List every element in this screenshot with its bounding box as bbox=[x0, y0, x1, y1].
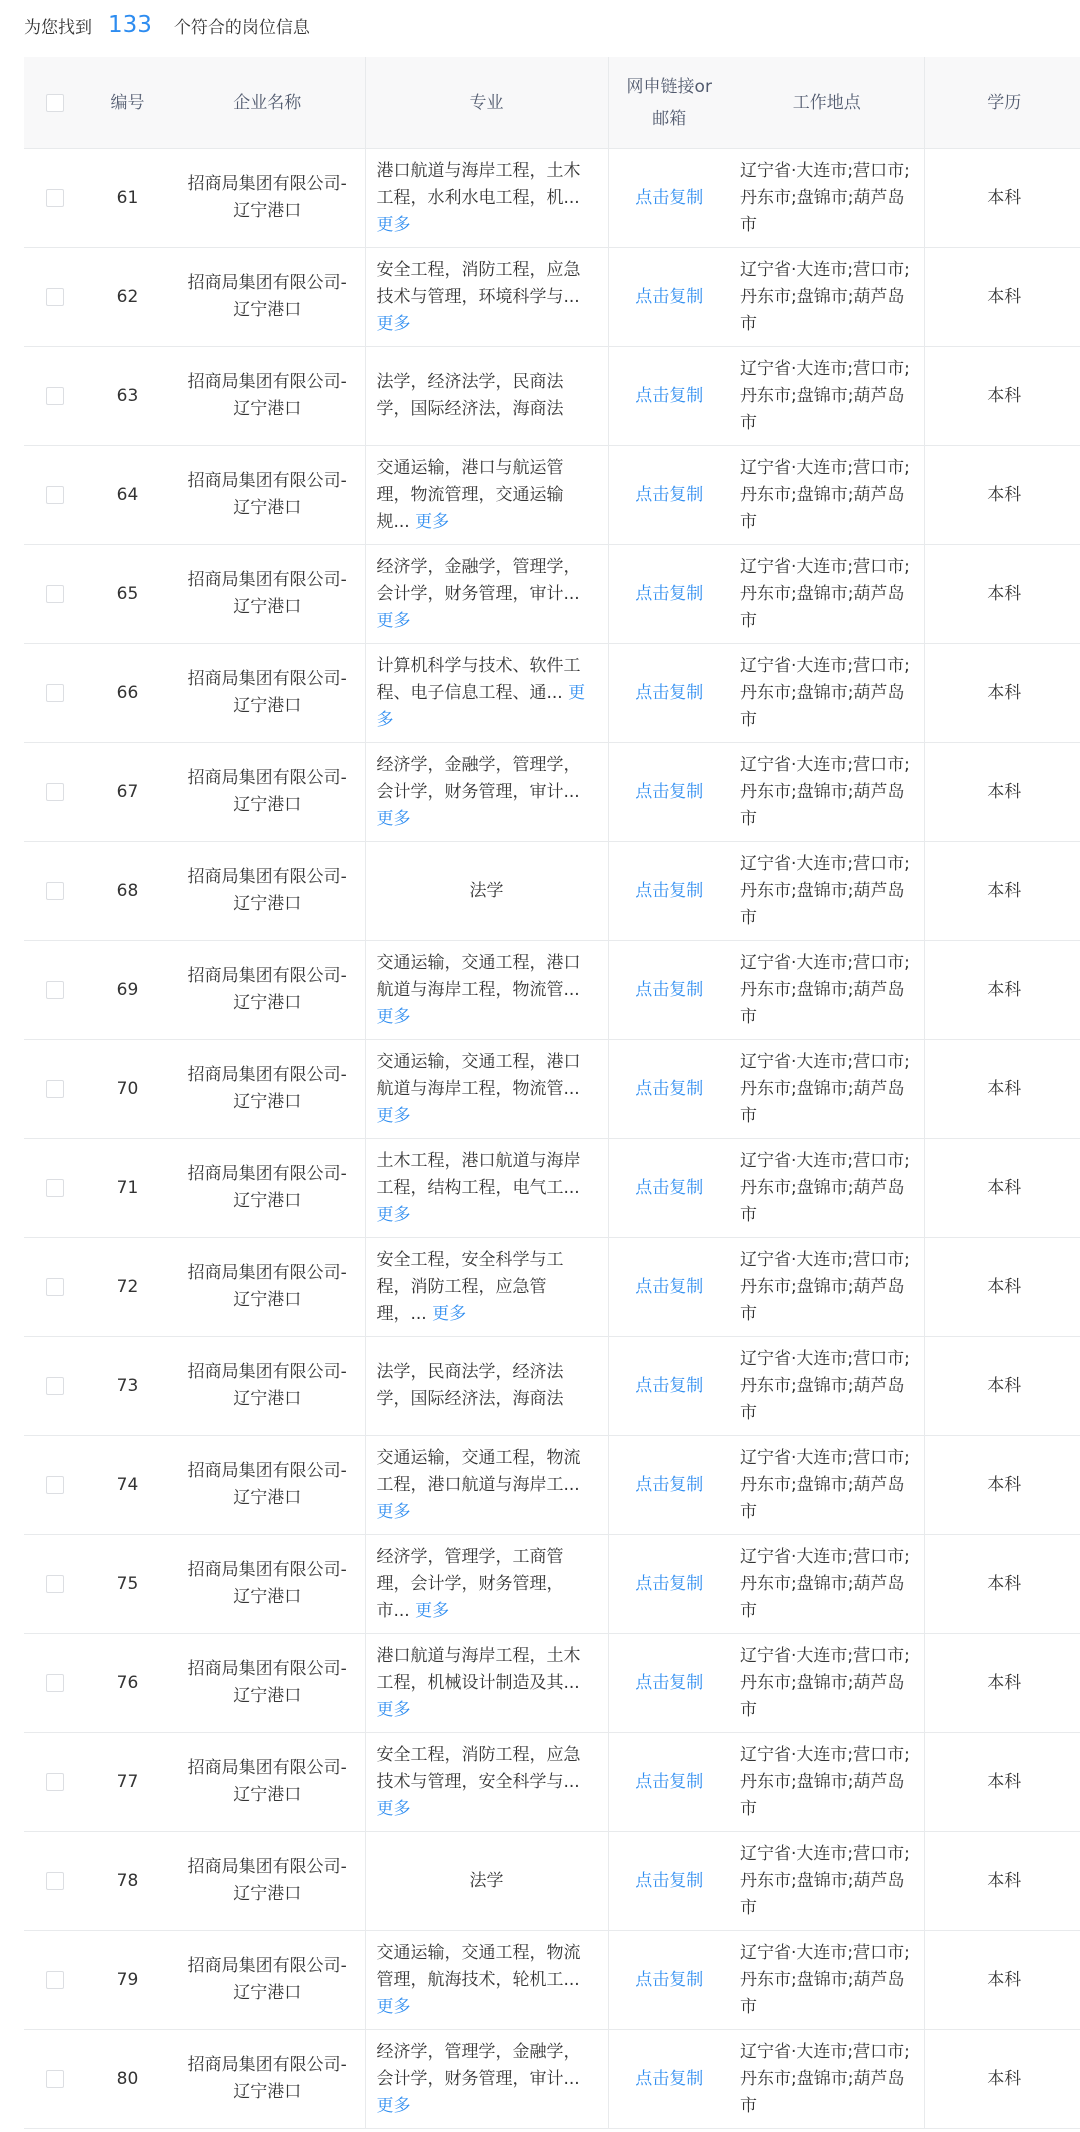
row-link-cell bbox=[608, 2030, 730, 2129]
row-select-cell[interactable] bbox=[24, 1832, 85, 1931]
row-corp: 招商局集团有限公司-辽宁港口 bbox=[170, 1832, 365, 1931]
row-loc: 辽宁省·大连市;营口市;丹东市;盘锦市;葫芦岛市 bbox=[740, 1348, 910, 1423]
table-row[interactable] bbox=[24, 1634, 1080, 1733]
row-num: 75 bbox=[85, 1535, 170, 1634]
row-loc: 辽宁省·大连市;营口市;丹东市;盘锦市;葫芦岛市 bbox=[740, 655, 910, 730]
row-corp: 招商局集团有限公司-辽宁港口 bbox=[170, 1040, 365, 1139]
row-checkbox[interactable] bbox=[46, 684, 64, 702]
header-link bbox=[608, 57, 730, 149]
row-major-cell bbox=[365, 248, 608, 347]
row-loc: 辽宁省·大连市;营口市;丹东市;盘锦市;葫芦岛市 bbox=[740, 1843, 910, 1918]
row-corp: 招商局集团有限公司-辽宁港口 bbox=[170, 1634, 365, 1733]
row-select-cell[interactable] bbox=[24, 2030, 85, 2129]
row-num: 68 bbox=[85, 842, 170, 941]
header-loc: 工作地点 bbox=[730, 57, 924, 149]
more-link[interactable]: 更多 bbox=[376, 610, 411, 631]
row-corp: 招商局集团有限公司-辽宁港口 bbox=[170, 1436, 365, 1535]
row-major-cell bbox=[365, 1139, 608, 1238]
row-major-cell bbox=[365, 149, 608, 248]
row-select-cell[interactable] bbox=[24, 1535, 85, 1634]
row-major-wrap bbox=[377, 752, 597, 833]
row-major-wrap bbox=[377, 1247, 597, 1328]
row-select-cell[interactable] bbox=[24, 1238, 85, 1337]
row-loc-cell bbox=[730, 1634, 924, 1733]
row-edu: 本科 bbox=[924, 842, 1080, 941]
jobs-table-container[interactable] bbox=[24, 57, 1080, 2132]
row-major: 安全工程，消防工程，应急技术与管理，安全科学与... bbox=[376, 1744, 581, 1792]
row-loc: 辽宁省·大连市;营口市;丹东市;盘锦市;葫芦岛市 bbox=[740, 853, 910, 928]
copy-link-button[interactable]: 点击复制 bbox=[635, 1573, 704, 1594]
more-link[interactable]: 更多 bbox=[376, 1996, 411, 2017]
row-loc: 辽宁省·大连市;营口市;丹东市;盘锦市;葫芦岛市 bbox=[740, 358, 910, 433]
row-checkbox[interactable] bbox=[46, 1179, 64, 1197]
row-corp: 招商局集团有限公司-辽宁港口 bbox=[170, 1931, 365, 2030]
row-select-cell[interactable] bbox=[24, 941, 85, 1040]
row-loc-cell bbox=[730, 1931, 924, 2030]
copy-link-button[interactable]: 点击复制 bbox=[635, 484, 704, 505]
row-link-cell bbox=[608, 1139, 730, 1238]
row-num: 76 bbox=[85, 1634, 170, 1733]
row-major-cell bbox=[365, 1337, 608, 1436]
row-link-cell bbox=[608, 1238, 730, 1337]
copy-link-button[interactable]: 点击复制 bbox=[635, 187, 704, 208]
row-checkbox[interactable] bbox=[46, 189, 64, 207]
results-summary bbox=[0, 0, 1080, 50]
header-select-all[interactable] bbox=[24, 57, 85, 149]
row-major-cell bbox=[365, 2030, 608, 2129]
row-major-wrap bbox=[377, 158, 597, 239]
row-select-cell[interactable] bbox=[24, 644, 85, 743]
row-num: 71 bbox=[85, 1139, 170, 1238]
row-major-cell bbox=[365, 1238, 608, 1337]
row-link-cell bbox=[608, 644, 730, 743]
table-header-row bbox=[24, 57, 1080, 149]
row-loc: 辽宁省·大连市;营口市;丹东市;盘锦市;葫芦岛市 bbox=[740, 556, 910, 631]
row-major-cell bbox=[365, 941, 608, 1040]
row-link-cell bbox=[608, 941, 730, 1040]
row-select-cell[interactable] bbox=[24, 1931, 85, 2030]
table-row[interactable] bbox=[24, 149, 1080, 248]
row-major: 土木工程，港口航道与海岸工程，结构工程，电气工... bbox=[376, 1150, 581, 1198]
row-major-wrap bbox=[377, 1643, 597, 1724]
row-corp: 招商局集团有限公司-辽宁港口 bbox=[170, 1337, 365, 1436]
row-loc: 辽宁省·大连市;营口市;丹东市;盘锦市;葫芦岛市 bbox=[740, 2041, 910, 2116]
row-select-cell[interactable] bbox=[24, 842, 85, 941]
row-corp: 招商局集团有限公司-辽宁港口 bbox=[170, 743, 365, 842]
row-major: 港口航道与海岸工程，土木工程，机械设计制造及其... bbox=[376, 1645, 581, 1693]
results-count: 133 bbox=[108, 12, 152, 38]
more-link[interactable]: 更多 bbox=[376, 2095, 411, 2116]
row-num: 79 bbox=[85, 1931, 170, 2030]
row-major-wrap bbox=[377, 950, 597, 1031]
row-checkbox[interactable] bbox=[46, 1377, 64, 1395]
copy-link-button[interactable]: 点击复制 bbox=[635, 2068, 704, 2089]
row-corp: 招商局集团有限公司-辽宁港口 bbox=[170, 941, 365, 1040]
more-link[interactable]: 更多 bbox=[415, 511, 450, 532]
row-major: 经济学，管理学，金融学，会计学，财务管理，审计... bbox=[376, 2041, 581, 2089]
table-row[interactable] bbox=[24, 545, 1080, 644]
row-link-cell bbox=[608, 248, 730, 347]
row-checkbox[interactable] bbox=[46, 1773, 64, 1791]
row-corp: 招商局集团有限公司-辽宁港口 bbox=[170, 1238, 365, 1337]
row-major: 法学 bbox=[469, 1870, 504, 1891]
copy-link-button[interactable]: 点击复制 bbox=[635, 286, 704, 307]
table-row[interactable] bbox=[24, 1436, 1080, 1535]
more-link[interactable]: 更多 bbox=[432, 1303, 467, 1324]
row-num: 70 bbox=[85, 1040, 170, 1139]
more-link[interactable]: 更多 bbox=[376, 1204, 411, 1225]
row-corp: 招商局集团有限公司-辽宁港口 bbox=[170, 1733, 365, 1832]
row-edu: 本科 bbox=[924, 1337, 1080, 1436]
row-major-cell bbox=[365, 743, 608, 842]
row-major-cell bbox=[365, 347, 608, 446]
copy-link-button[interactable]: 点击复制 bbox=[635, 1969, 704, 1990]
row-select-cell[interactable] bbox=[24, 1634, 85, 1733]
row-edu: 本科 bbox=[924, 941, 1080, 1040]
row-select-cell[interactable] bbox=[24, 1337, 85, 1436]
row-num: 74 bbox=[85, 1436, 170, 1535]
row-loc-cell bbox=[730, 644, 924, 743]
copy-link-button[interactable]: 点击复制 bbox=[635, 1870, 704, 1891]
row-corp: 招商局集团有限公司-辽宁港口 bbox=[170, 347, 365, 446]
row-corp: 招商局集团有限公司-辽宁港口 bbox=[170, 248, 365, 347]
row-major-cell bbox=[365, 1733, 608, 1832]
row-major: 计算机科学与技术、软件工程、电子信息工程、通... bbox=[376, 655, 581, 703]
row-num: 64 bbox=[85, 446, 170, 545]
row-checkbox[interactable] bbox=[46, 1674, 64, 1692]
row-major: 法学 bbox=[469, 880, 504, 901]
header-edu: 学历 bbox=[924, 57, 1080, 149]
row-major: 安全工程，消防工程，应急技术与管理，环境科学与... bbox=[376, 259, 581, 307]
row-edu: 本科 bbox=[924, 149, 1080, 248]
copy-link-button[interactable]: 点击复制 bbox=[635, 682, 704, 703]
copy-link-button[interactable]: 点击复制 bbox=[635, 1771, 704, 1792]
more-link[interactable]: 更多 bbox=[376, 214, 411, 235]
row-major: 交通运输，港口与航运管理，物流管理，交通运输规... bbox=[376, 457, 564, 532]
row-select-cell[interactable] bbox=[24, 1139, 85, 1238]
row-loc: 辽宁省·大连市;营口市;丹东市;盘锦市;葫芦岛市 bbox=[740, 1645, 910, 1720]
row-corp: 招商局集团有限公司-辽宁港口 bbox=[170, 644, 365, 743]
row-link-cell bbox=[608, 446, 730, 545]
row-major-wrap bbox=[470, 1868, 504, 1895]
row-select-cell[interactable] bbox=[24, 149, 85, 248]
row-link-cell bbox=[608, 1337, 730, 1436]
row-edu: 本科 bbox=[924, 644, 1080, 743]
row-edu: 本科 bbox=[924, 1634, 1080, 1733]
copy-link-button[interactable]: 点击复制 bbox=[635, 1276, 704, 1297]
row-loc-cell bbox=[730, 1436, 924, 1535]
row-loc-cell bbox=[730, 545, 924, 644]
row-loc-cell bbox=[730, 2030, 924, 2129]
row-major-cell bbox=[365, 446, 608, 545]
row-major: 经济学，金融学，管理学，会计学，财务管理，审计... bbox=[376, 754, 581, 802]
row-loc: 辽宁省·大连市;营口市;丹东市;盘锦市;葫芦岛市 bbox=[740, 1546, 910, 1621]
row-major-cell bbox=[365, 1634, 608, 1733]
table-row[interactable] bbox=[24, 743, 1080, 842]
row-link-cell bbox=[608, 1931, 730, 2030]
row-loc: 辽宁省·大连市;营口市;丹东市;盘锦市;葫芦岛市 bbox=[740, 457, 910, 532]
row-major-cell bbox=[365, 1931, 608, 2030]
table-row[interactable] bbox=[24, 1733, 1080, 1832]
row-checkbox[interactable] bbox=[46, 387, 64, 405]
row-major-wrap bbox=[377, 1148, 597, 1229]
table-row[interactable] bbox=[24, 248, 1080, 347]
copy-link-button[interactable]: 点击复制 bbox=[635, 979, 704, 1000]
row-loc: 辽宁省·大连市;营口市;丹东市;盘锦市;葫芦岛市 bbox=[740, 259, 910, 334]
row-loc: 辽宁省·大连市;营口市;丹东市;盘锦市;葫芦岛市 bbox=[740, 1150, 910, 1225]
table-row[interactable] bbox=[24, 644, 1080, 743]
row-major: 经济学，金融学，管理学，会计学，财务管理，审计... bbox=[376, 556, 581, 604]
more-link[interactable]: 更多 bbox=[376, 313, 411, 334]
row-checkbox[interactable] bbox=[46, 1971, 64, 1989]
row-select-cell[interactable] bbox=[24, 545, 85, 644]
row-loc: 辽宁省·大连市;营口市;丹东市;盘锦市;葫芦岛市 bbox=[740, 160, 910, 235]
copy-link-button[interactable]: 点击复制 bbox=[635, 1177, 704, 1198]
row-corp: 招商局集团有限公司-辽宁港口 bbox=[170, 842, 365, 941]
row-corp: 招商局集团有限公司-辽宁港口 bbox=[170, 545, 365, 644]
row-loc: 辽宁省·大连市;营口市;丹东市;盘锦市;葫芦岛市 bbox=[740, 754, 910, 829]
copy-link-button[interactable]: 点击复制 bbox=[635, 1375, 704, 1396]
row-loc: 辽宁省·大连市;营口市;丹东市;盘锦市;葫芦岛市 bbox=[740, 952, 910, 1027]
row-major-wrap bbox=[377, 554, 597, 635]
header-corp: 企业名称 bbox=[170, 57, 365, 149]
row-corp: 招商局集团有限公司-辽宁港口 bbox=[170, 149, 365, 248]
row-link-cell bbox=[608, 1040, 730, 1139]
row-num: 66 bbox=[85, 644, 170, 743]
table-row[interactable] bbox=[24, 2030, 1080, 2129]
row-loc: 辽宁省·大连市;营口市;丹东市;盘锦市;葫芦岛市 bbox=[740, 1051, 910, 1126]
table-row[interactable] bbox=[24, 347, 1080, 446]
row-loc: 辽宁省·大连市;营口市;丹东市;盘锦市;葫芦岛市 bbox=[740, 1942, 910, 2017]
row-loc-cell bbox=[730, 248, 924, 347]
row-checkbox[interactable] bbox=[46, 1872, 64, 1890]
row-checkbox[interactable] bbox=[46, 1476, 64, 1494]
row-major: 交通运输，交通工程，物流管理，航海技术，轮机工... bbox=[376, 1942, 581, 1990]
row-major-wrap bbox=[377, 1359, 597, 1413]
row-loc-cell bbox=[730, 1337, 924, 1436]
copy-link-button[interactable]: 点击复制 bbox=[635, 1672, 704, 1693]
copy-link-button[interactable]: 点击复制 bbox=[635, 583, 704, 604]
row-checkbox[interactable] bbox=[46, 981, 64, 999]
row-select-cell[interactable] bbox=[24, 446, 85, 545]
row-checkbox[interactable] bbox=[46, 1080, 64, 1098]
row-loc-cell bbox=[730, 149, 924, 248]
row-select-cell[interactable] bbox=[24, 743, 85, 842]
row-major: 港口航道与海岸工程，土木工程，水利水电工程，机... bbox=[376, 160, 581, 208]
row-checkbox[interactable] bbox=[46, 585, 64, 603]
row-select-cell[interactable] bbox=[24, 248, 85, 347]
row-checkbox[interactable] bbox=[46, 783, 64, 801]
row-link-cell bbox=[608, 1733, 730, 1832]
row-loc: 辽宁省·大连市;营口市;丹东市;盘锦市;葫芦岛市 bbox=[740, 1447, 910, 1522]
row-major-cell bbox=[365, 1040, 608, 1139]
row-checkbox[interactable] bbox=[46, 1278, 64, 1296]
table-row[interactable] bbox=[24, 1535, 1080, 1634]
row-major-wrap bbox=[470, 878, 504, 905]
row-loc-cell bbox=[730, 1040, 924, 1139]
row-num: 62 bbox=[85, 248, 170, 347]
copy-link-button[interactable]: 点击复制 bbox=[635, 1474, 704, 1495]
row-num: 77 bbox=[85, 1733, 170, 1832]
table-row[interactable] bbox=[24, 1832, 1080, 1931]
row-major-cell bbox=[365, 1832, 608, 1931]
row-edu: 本科 bbox=[924, 1238, 1080, 1337]
row-link-cell bbox=[608, 149, 730, 248]
row-select-cell[interactable] bbox=[24, 1436, 85, 1535]
row-major: 交通运输，交通工程，港口航道与海岸工程，物流管... bbox=[376, 952, 581, 1000]
row-edu: 本科 bbox=[924, 1535, 1080, 1634]
row-select-cell[interactable] bbox=[24, 1733, 85, 1832]
table-row[interactable] bbox=[24, 1139, 1080, 1238]
row-major-wrap bbox=[377, 1544, 597, 1625]
row-loc-cell bbox=[730, 1733, 924, 1832]
row-major: 法学，民商法学，经济法学，国际经济法，海商法 bbox=[376, 1362, 564, 1409]
more-link[interactable]: 更多 bbox=[376, 1501, 411, 1522]
summary-prefix: 为您找到 bbox=[24, 17, 92, 38]
row-major-cell bbox=[365, 644, 608, 743]
row-loc-cell bbox=[730, 1139, 924, 1238]
row-edu: 本科 bbox=[924, 743, 1080, 842]
row-major-cell bbox=[365, 842, 608, 941]
row-corp: 招商局集团有限公司-辽宁港口 bbox=[170, 446, 365, 545]
row-num: 69 bbox=[85, 941, 170, 1040]
row-link-cell bbox=[608, 545, 730, 644]
row-major: 法学，经济法学，民商法学，国际经济法，海商法 bbox=[376, 372, 564, 419]
row-edu: 本科 bbox=[924, 248, 1080, 347]
table-row[interactable] bbox=[24, 941, 1080, 1040]
more-link[interactable]: 更多 bbox=[376, 1798, 411, 1819]
row-link-cell bbox=[608, 347, 730, 446]
row-major-wrap bbox=[377, 1742, 597, 1823]
row-major-cell bbox=[365, 545, 608, 644]
table-row[interactable] bbox=[24, 1931, 1080, 2030]
more-link[interactable]: 更多 bbox=[376, 682, 586, 730]
row-edu: 本科 bbox=[924, 347, 1080, 446]
row-edu: 本科 bbox=[924, 2030, 1080, 2129]
more-link[interactable]: 更多 bbox=[376, 808, 411, 829]
row-major-cell bbox=[365, 1436, 608, 1535]
row-major-wrap bbox=[377, 369, 597, 423]
row-edu: 本科 bbox=[924, 1931, 1080, 2030]
row-link-cell bbox=[608, 1436, 730, 1535]
row-loc-cell bbox=[730, 941, 924, 1040]
row-major: 交通运输，交通工程，物流工程，港口航道与海岸工... bbox=[376, 1447, 581, 1495]
row-loc-cell bbox=[730, 1535, 924, 1634]
header-major: 专业 bbox=[365, 57, 608, 149]
row-loc-cell bbox=[730, 347, 924, 446]
row-loc-cell bbox=[730, 446, 924, 545]
row-edu: 本科 bbox=[924, 1436, 1080, 1535]
row-link-cell bbox=[608, 1634, 730, 1733]
row-major-wrap bbox=[377, 1049, 597, 1130]
header-link-line2: 邮箱 bbox=[652, 108, 687, 129]
row-num: 80 bbox=[85, 2030, 170, 2129]
row-loc: 辽宁省·大连市;营口市;丹东市;盘锦市;葫芦岛市 bbox=[740, 1249, 910, 1324]
row-loc: 辽宁省·大连市;营口市;丹东市;盘锦市;葫芦岛市 bbox=[740, 1744, 910, 1819]
table-row[interactable] bbox=[24, 446, 1080, 545]
row-major-wrap bbox=[377, 653, 597, 734]
row-major-wrap bbox=[377, 257, 597, 338]
header-num: 编号 bbox=[85, 57, 170, 149]
row-edu: 本科 bbox=[924, 1040, 1080, 1139]
row-edu: 本科 bbox=[924, 446, 1080, 545]
table-row[interactable] bbox=[24, 1337, 1080, 1436]
copy-link-button[interactable]: 点击复制 bbox=[635, 880, 704, 901]
row-checkbox[interactable] bbox=[46, 2070, 64, 2088]
row-select-cell[interactable] bbox=[24, 347, 85, 446]
row-major: 经济学，管理学，工商管理，会计学，财务管理，市... bbox=[376, 1546, 564, 1621]
row-num: 78 bbox=[85, 1832, 170, 1931]
row-loc-cell bbox=[730, 842, 924, 941]
row-edu: 本科 bbox=[924, 1139, 1080, 1238]
more-link[interactable]: 更多 bbox=[376, 1105, 411, 1126]
row-link-cell bbox=[608, 842, 730, 941]
row-link-cell bbox=[608, 1535, 730, 1634]
row-num: 67 bbox=[85, 743, 170, 842]
jobs-table bbox=[24, 57, 1080, 2129]
table-row[interactable] bbox=[24, 1040, 1080, 1139]
row-num: 61 bbox=[85, 149, 170, 248]
header-link-line1: 网申链接or bbox=[626, 76, 712, 97]
row-major-wrap bbox=[377, 455, 597, 536]
copy-link-button[interactable]: 点击复制 bbox=[635, 385, 704, 406]
row-checkbox[interactable] bbox=[46, 288, 64, 306]
row-major-wrap bbox=[377, 2039, 597, 2120]
summary-suffix: 个符合的岗位信息 bbox=[173, 17, 310, 38]
row-checkbox[interactable] bbox=[46, 882, 64, 900]
row-checkbox[interactable] bbox=[46, 486, 64, 504]
copy-link-button[interactable]: 点击复制 bbox=[635, 1078, 704, 1099]
row-num: 65 bbox=[85, 545, 170, 644]
row-checkbox[interactable] bbox=[46, 1575, 64, 1593]
row-edu: 本科 bbox=[924, 1832, 1080, 1931]
row-num: 72 bbox=[85, 1238, 170, 1337]
more-link[interactable]: 更多 bbox=[376, 1699, 411, 1720]
row-corp: 招商局集团有限公司-辽宁港口 bbox=[170, 1535, 365, 1634]
row-num: 63 bbox=[85, 347, 170, 446]
row-link-cell bbox=[608, 743, 730, 842]
more-link[interactable]: 更多 bbox=[376, 1006, 411, 1027]
row-loc-cell bbox=[730, 1238, 924, 1337]
table-row[interactable] bbox=[24, 1238, 1080, 1337]
row-major-wrap bbox=[377, 1940, 597, 2021]
row-edu: 本科 bbox=[924, 545, 1080, 644]
row-loc-cell bbox=[730, 1832, 924, 1931]
row-loc-cell bbox=[730, 743, 924, 842]
copy-link-button[interactable]: 点击复制 bbox=[635, 781, 704, 802]
row-edu: 本科 bbox=[924, 1733, 1080, 1832]
row-link-cell bbox=[608, 1832, 730, 1931]
row-corp: 招商局集团有限公司-辽宁港口 bbox=[170, 2030, 365, 2129]
row-major-cell bbox=[365, 1535, 608, 1634]
select-all-checkbox[interactable] bbox=[46, 94, 64, 112]
row-major-wrap bbox=[377, 1445, 597, 1526]
row-major: 交通运输，交通工程，港口航道与海岸工程，物流管... bbox=[376, 1051, 581, 1099]
row-corp: 招商局集团有限公司-辽宁港口 bbox=[170, 1139, 365, 1238]
row-major: 安全工程，安全科学与工程，消防工程，应急管理，... bbox=[376, 1249, 564, 1324]
row-num: 73 bbox=[85, 1337, 170, 1436]
more-link[interactable]: 更多 bbox=[415, 1600, 450, 1621]
row-select-cell[interactable] bbox=[24, 1040, 85, 1139]
table-row[interactable] bbox=[24, 842, 1080, 941]
